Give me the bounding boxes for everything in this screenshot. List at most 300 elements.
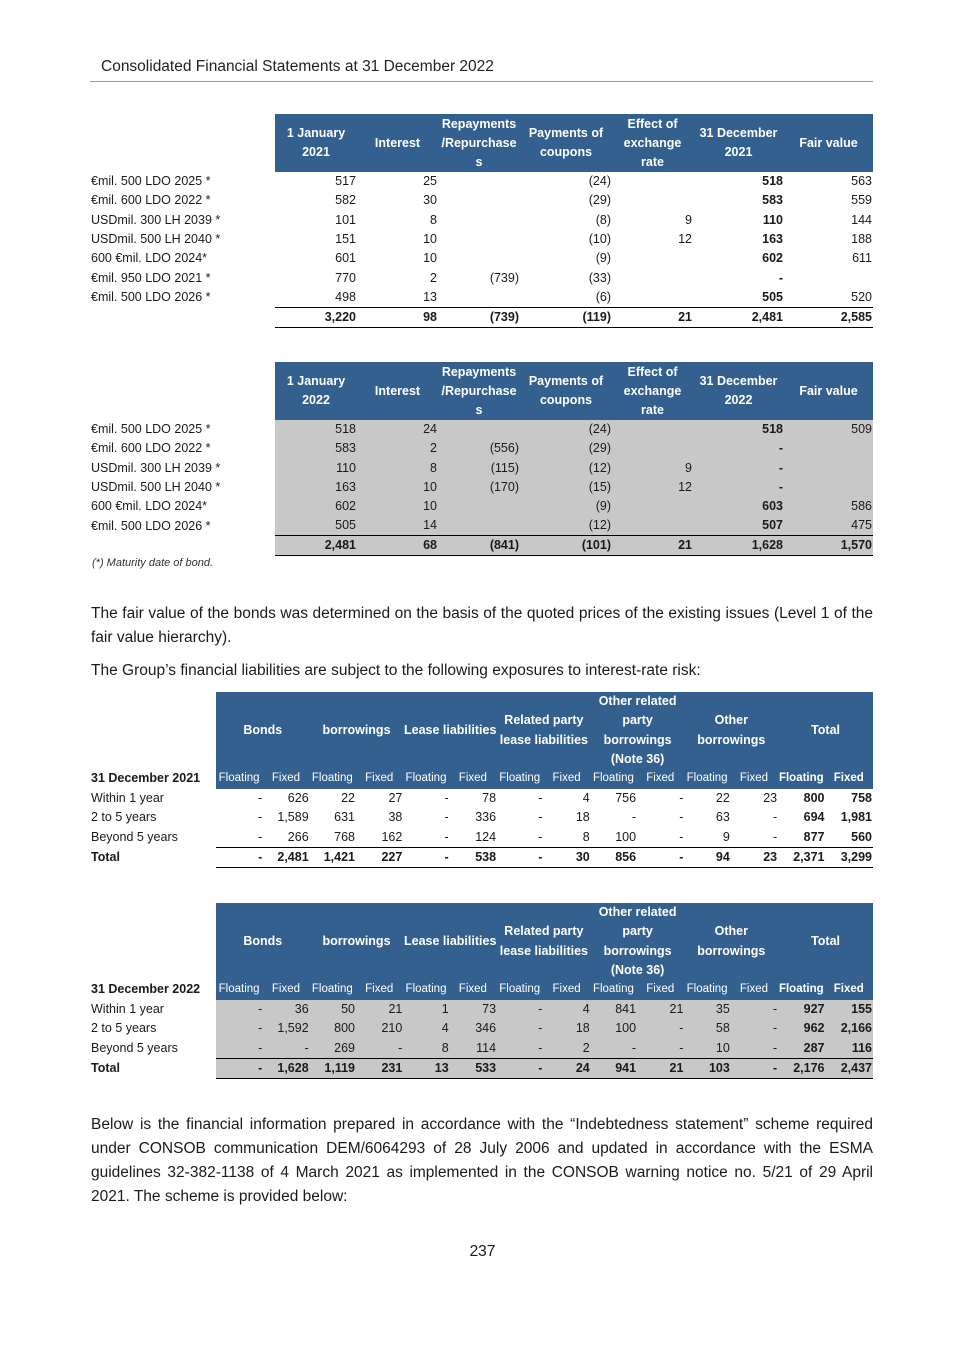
floating-subheader: Floating — [684, 769, 730, 789]
value-cell — [612, 268, 693, 287]
total-value-cell: 227 — [356, 847, 403, 867]
table-row — [90, 268, 873, 287]
value-cell: - — [497, 1039, 543, 1059]
value-cell: 498 — [335, 289, 356, 304]
value-cell: 841 — [591, 1000, 637, 1020]
value-cell: 602 — [275, 497, 357, 516]
col-header: Payments of coupons — [520, 362, 612, 420]
exposure-table-2022 — [90, 903, 873, 1079]
col-header: Interest — [357, 114, 438, 172]
value-cell: 210 — [356, 1019, 403, 1039]
blank-header-cell — [90, 692, 216, 769]
value-cell: - — [497, 1019, 543, 1039]
value-cell: 13 — [423, 289, 437, 304]
value-cell: 78 — [482, 790, 497, 805]
bond-name-cell: 600 €mil. LDO 2024* — [91, 499, 208, 514]
floating-subheader: Floating — [216, 980, 263, 1000]
total-value-cell: 1,628 — [263, 1058, 309, 1078]
value-cell: 583 — [275, 439, 357, 458]
fixed-subheader: Fixed — [637, 980, 684, 1000]
value-cell: - — [731, 1000, 778, 1020]
value-cell — [612, 249, 693, 268]
value-cell: 603 — [693, 497, 784, 516]
value-cell: 4 — [403, 1019, 449, 1039]
table-row — [90, 789, 873, 809]
value-cell — [784, 478, 873, 497]
group-header: Related party lease liabilities — [497, 692, 591, 769]
value-cell: 517 — [335, 174, 356, 189]
total-value-cell: 3,299 — [825, 847, 873, 867]
total-value-cell: 231 — [356, 1058, 403, 1078]
fixed-subheader: Fixed — [731, 769, 778, 789]
exposure-table-2021 — [90, 692, 873, 868]
total-value-cell: - — [216, 1058, 263, 1078]
value-cell: - — [679, 829, 684, 844]
value-cell: 8 — [430, 212, 437, 227]
bond-name-cell: USDmil. 300 LH 2039 * — [91, 212, 221, 227]
col-header: 1 January 2022 — [275, 362, 357, 420]
exposure-table-2022-body — [90, 980, 873, 1078]
footnote: (*) Maturity date of bond. — [92, 557, 214, 569]
value-cell — [784, 268, 873, 287]
total-value-cell: 1,570 — [784, 536, 873, 556]
value-cell: 518 — [762, 174, 783, 189]
table-row — [90, 1019, 873, 1039]
value-cell: 36 — [263, 1000, 309, 1020]
subheader-row — [90, 769, 873, 789]
page-number: 237 — [469, 1243, 496, 1260]
total-value-cell: 2,481 — [275, 536, 357, 556]
total-value-cell: (841) — [438, 536, 520, 556]
value-cell: - — [693, 478, 784, 497]
total-value-cell: 23 — [731, 847, 778, 867]
value-cell: - — [216, 1000, 263, 1020]
table-row — [90, 249, 873, 268]
value-cell: - — [693, 439, 784, 458]
col-header: Repayments /Repurchase s — [438, 362, 520, 420]
bond-name-cell: €mil. 600 LDO 2022 * — [91, 441, 211, 456]
total-value-cell: 21 — [612, 536, 693, 556]
value-cell: (6) — [595, 289, 611, 304]
group-header: Total — [778, 692, 873, 769]
maturity-label-cell: Beyond 5 years — [91, 1040, 178, 1055]
value-cell: (12) — [520, 516, 612, 536]
total-value-cell: 941 — [591, 1058, 637, 1078]
floating-subheader: Floating — [310, 980, 356, 1000]
group-header: borrowings — [310, 903, 404, 980]
value-cell: 2 — [543, 1039, 590, 1059]
value-cell: 518 — [693, 420, 784, 439]
value-cell: - — [216, 1039, 263, 1059]
value-cell: - — [497, 1000, 543, 1020]
total-value-cell: 2,481 — [263, 847, 309, 867]
value-cell: 24 — [357, 420, 438, 439]
fixed-subheader: Fixed — [356, 769, 403, 789]
value-cell: 1,589 — [277, 810, 309, 825]
value-cell: (29) — [588, 193, 611, 208]
value-cell: 58 — [684, 1019, 730, 1039]
value-cell — [784, 459, 873, 478]
total-row — [90, 1058, 873, 1078]
value-cell: (24) — [520, 420, 612, 439]
value-cell: 507 — [693, 516, 784, 536]
bond-name-cell: €mil. 500 LDO 2025 * — [91, 174, 211, 189]
floating-subheader: Floating — [778, 769, 825, 789]
value-cell: 518 — [275, 420, 357, 439]
value-cell: (9) — [520, 497, 612, 516]
value-cell: 21 — [637, 1000, 684, 1020]
floating-subheader: Floating — [310, 769, 356, 789]
value-cell: 2 — [357, 439, 438, 458]
total-value-cell: 2,585 — [784, 307, 873, 327]
value-cell: (8) — [595, 212, 611, 227]
floating-subheader: Floating — [591, 980, 637, 1000]
floating-subheader: Floating — [403, 980, 449, 1000]
paragraph-fair-value: The fair value of the bonds was determined on the basis of the quoted prices of the existing issues (Level 1 of the fair value hierarchy). — [91, 605, 873, 646]
total-value-cell: - — [497, 847, 543, 867]
group-header: Other borrowings — [684, 903, 778, 980]
value-cell: 9 — [722, 829, 730, 844]
value-cell — [612, 288, 693, 308]
total-value-cell: 1,421 — [310, 847, 356, 867]
table-row — [90, 172, 873, 191]
value-cell: 770 — [335, 270, 356, 285]
value-cell: - — [216, 1019, 263, 1039]
value-cell: - — [731, 1019, 778, 1039]
col-header: 1 January 2021 — [275, 114, 357, 172]
table-row — [90, 808, 873, 828]
value-cell: 694 — [803, 810, 825, 825]
value-cell — [438, 497, 520, 516]
col-header: Fair value — [784, 114, 873, 172]
value-cell — [438, 516, 520, 536]
value-cell: - — [258, 829, 263, 844]
value-cell: 336 — [475, 810, 497, 825]
bonds-table-2021 — [90, 114, 873, 328]
value-cell: 73 — [450, 1000, 497, 1020]
col-header: Payments of coupons — [520, 114, 612, 172]
fixed-subheader: Fixed — [450, 769, 497, 789]
bonds-table-2022 — [90, 362, 873, 556]
value-cell: 927 — [778, 1000, 825, 1020]
bond-name-cell: €mil. 950 LDO 2021 * — [91, 270, 211, 285]
value-cell: 9 — [612, 459, 693, 478]
value-cell: 27 — [388, 790, 403, 805]
value-cell: - — [731, 1039, 778, 1059]
total-value-cell: 2,176 — [778, 1058, 825, 1078]
total-value-cell: 533 — [450, 1058, 497, 1078]
value-cell: 12 — [678, 232, 692, 247]
total-value-cell: 2,371 — [778, 847, 825, 867]
value-cell: 21 — [356, 1000, 403, 1020]
col-header: Interest — [357, 362, 438, 420]
blank-header-cell — [90, 903, 216, 980]
value-cell: 30 — [423, 193, 437, 208]
total-value-cell: 103 — [684, 1058, 730, 1078]
floating-subheader: Floating — [778, 980, 825, 1000]
group-header: Bonds — [216, 903, 310, 980]
total-value-cell: 24 — [543, 1058, 590, 1078]
value-cell: 1,981 — [840, 810, 872, 825]
group-header: Other related party borrowings (Note 36) — [591, 692, 685, 769]
bond-name-cell: €mil. 500 LDO 2026 * — [91, 290, 211, 305]
value-cell: 10 — [357, 478, 438, 497]
value-cell: 520 — [851, 289, 872, 304]
maturity-label-cell: Beyond 5 years — [91, 829, 178, 844]
paragraph-indebtedness: Below is the financial information prepared in accordance with the “Indebtedness statement” scheme required under CONSOB communication DEM/6064293 of 28 July 2006 and updated in accordance with the ESMA guidelines 32-382-1138 of 4 March 2021 as implemented in the CONSOB warning notice no. 5/21 of 29 April 2021. The scheme is provided below: — [91, 1116, 873, 1205]
table-row — [90, 1039, 873, 1059]
date-label: 31 December 2022 — [91, 982, 201, 997]
value-cell: 266 — [287, 829, 309, 844]
value-cell: 586 — [784, 497, 873, 516]
floating-subheader: Floating — [591, 769, 637, 789]
value-cell: 601 — [335, 251, 356, 266]
fixed-subheader: Fixed — [543, 980, 590, 1000]
value-cell: 583 — [762, 193, 783, 208]
value-cell: 800 — [803, 790, 825, 805]
value-cell — [612, 172, 693, 191]
value-cell: 560 — [851, 829, 872, 844]
value-cell — [438, 288, 520, 308]
value-cell: 9 — [685, 212, 692, 227]
value-cell: (29) — [520, 439, 612, 458]
group-header: Total — [778, 903, 873, 980]
table-row — [90, 478, 873, 497]
total-value-cell: (739) — [438, 307, 520, 327]
value-cell: 611 — [852, 251, 872, 266]
value-cell: 114 — [450, 1039, 497, 1059]
value-cell: - — [258, 790, 263, 805]
total-row — [90, 536, 873, 556]
value-cell: 800 — [310, 1019, 356, 1039]
fixed-subheader: Fixed — [263, 980, 309, 1000]
value-cell: 269 — [310, 1039, 356, 1059]
value-cell — [438, 249, 520, 268]
value-cell: 162 — [381, 829, 403, 844]
total-value-cell: 2,481 — [693, 307, 784, 327]
value-cell: 1,592 — [263, 1019, 309, 1039]
value-cell: - — [637, 1039, 684, 1059]
maturity-label-cell: 2 to 5 years — [91, 1021, 157, 1036]
value-cell: 100 — [591, 1019, 637, 1039]
floating-subheader: Floating — [216, 769, 263, 789]
value-cell — [438, 230, 520, 249]
value-cell — [612, 439, 693, 458]
value-cell: (170) — [438, 478, 520, 497]
value-cell: 163 — [275, 478, 357, 497]
value-cell — [784, 439, 873, 458]
floating-subheader: Floating — [684, 980, 730, 1000]
value-cell: 100 — [615, 829, 637, 844]
col-header: Effect of exchange rate — [612, 114, 693, 172]
group-header: Bonds — [216, 692, 310, 769]
floating-subheader: Floating — [497, 769, 543, 789]
maturity-label-cell: Within 1 year — [91, 790, 164, 805]
value-cell: - — [778, 270, 783, 285]
paragraph-exposure-intro: The Group’s financial liabilities are subject to the following exposures to interest-rate risk: — [91, 662, 701, 679]
value-cell: - — [772, 810, 778, 825]
value-cell: 631 — [334, 810, 355, 825]
value-cell: 582 — [335, 193, 356, 208]
total-value-cell: 1,628 — [693, 536, 784, 556]
value-cell: 10 — [423, 232, 437, 247]
value-cell: - — [693, 459, 784, 478]
value-cell: - — [444, 829, 449, 844]
col-header: Fair value — [784, 362, 873, 420]
value-cell: 12 — [612, 478, 693, 497]
value-cell: - — [591, 1039, 637, 1059]
value-cell: 35 — [684, 1000, 730, 1020]
total-label-cell — [90, 307, 275, 327]
fixed-subheader: Fixed — [637, 769, 684, 789]
value-cell: - — [263, 1039, 309, 1059]
value-cell: (556) — [438, 439, 520, 458]
total-label-cell: Total — [91, 849, 120, 864]
bonds-table-2022-body — [90, 420, 873, 556]
table-row — [90, 211, 873, 230]
total-row — [90, 847, 873, 867]
value-cell: 25 — [423, 174, 437, 189]
fixed-subheader: Fixed — [543, 769, 590, 789]
table-row — [90, 1000, 873, 1020]
table-row — [90, 288, 873, 308]
value-cell: (33) — [588, 270, 611, 285]
value-cell: 626 — [287, 790, 309, 805]
total-value-cell: 1,119 — [310, 1058, 356, 1078]
value-cell: - — [772, 829, 778, 844]
value-cell: 505 — [762, 289, 783, 304]
value-cell: - — [444, 790, 449, 805]
value-cell: - — [679, 810, 684, 825]
group-header: borrowings — [310, 692, 404, 769]
table-row — [90, 516, 873, 536]
value-cell: 116 — [825, 1039, 873, 1059]
value-cell — [438, 172, 520, 191]
total-value-cell: - — [497, 1058, 543, 1078]
bond-name-cell: USDmil. 300 LH 2039 * — [91, 460, 221, 475]
value-cell: 144 — [851, 212, 872, 227]
value-cell: 559 — [851, 193, 872, 208]
col-header: Repayments /Repurchase s — [438, 114, 520, 172]
value-cell: 38 — [388, 810, 403, 825]
fixed-subheader: Fixed — [825, 769, 873, 789]
group-header: Lease liabilities — [403, 903, 497, 980]
value-cell: 50 — [310, 1000, 356, 1020]
value-cell: (12) — [520, 459, 612, 478]
total-value-cell: 30 — [543, 847, 590, 867]
bond-name-cell: €mil. 500 LDO 2026 * — [91, 518, 211, 533]
value-cell: 505 — [275, 516, 357, 536]
bond-name-cell: 600 €mil. LDO 2024* — [91, 251, 208, 266]
table-row — [90, 439, 873, 458]
blank-header-cell — [90, 362, 275, 420]
value-cell: 2,166 — [825, 1019, 873, 1039]
value-cell: 22 — [715, 790, 730, 805]
total-value-cell: 2,437 — [825, 1058, 873, 1078]
fixed-subheader: Fixed — [263, 769, 309, 789]
maturity-label-cell: Within 1 year — [91, 1001, 164, 1016]
value-cell: - — [538, 790, 543, 805]
total-value-cell: 856 — [591, 847, 637, 867]
value-cell: 768 — [334, 829, 355, 844]
value-cell: 602 — [762, 251, 783, 266]
value-cell: - — [444, 810, 449, 825]
value-cell: 8 — [357, 459, 438, 478]
value-cell: 23 — [763, 790, 778, 805]
date-label: 31 December 2021 — [91, 771, 201, 786]
value-cell: - — [637, 1019, 684, 1039]
value-cell: 188 — [851, 232, 872, 247]
col-header: 31 December 2022 — [693, 362, 784, 420]
value-cell: - — [356, 1039, 403, 1059]
floating-subheader: Floating — [403, 769, 449, 789]
blank-header-cell — [90, 114, 275, 172]
value-cell: 758 — [851, 790, 872, 805]
value-cell: 110 — [762, 212, 783, 227]
total-label-cell: Total — [91, 1060, 120, 1075]
value-cell: (10) — [588, 232, 611, 247]
group-header: Related party lease liabilities — [497, 903, 591, 980]
col-header: Effect of exchange rate — [612, 362, 693, 420]
total-value-cell: - — [216, 847, 263, 867]
fixed-subheader: Fixed — [356, 980, 403, 1000]
value-cell: 63 — [715, 810, 730, 825]
total-value-cell: 21 — [637, 1058, 684, 1078]
value-cell: 8 — [403, 1039, 449, 1059]
fixed-subheader: Fixed — [731, 980, 778, 1000]
value-cell: 163 — [762, 232, 783, 247]
value-cell: - — [631, 810, 637, 825]
bond-name-cell: €mil. 600 LDO 2022 * — [91, 193, 211, 208]
total-value-cell: 94 — [684, 847, 730, 867]
value-cell: (15) — [520, 478, 612, 497]
value-cell — [612, 191, 693, 210]
value-cell: 2 — [430, 270, 437, 285]
exposure-table-2021-body — [90, 769, 873, 867]
value-cell: (115) — [438, 459, 520, 478]
bond-name-cell: USDmil. 500 LH 2040 * — [91, 232, 221, 247]
total-label-cell — [90, 536, 275, 556]
group-header: Lease liabilities — [403, 692, 497, 769]
value-cell: - — [258, 810, 263, 825]
value-cell: 475 — [784, 516, 873, 536]
total-value-cell: - — [731, 1058, 778, 1078]
value-cell: 10 — [684, 1039, 730, 1059]
table-row — [90, 420, 873, 439]
total-value-cell: (101) — [520, 536, 612, 556]
value-cell: 756 — [615, 790, 637, 805]
total-value-cell: (119) — [520, 307, 612, 327]
value-cell — [612, 420, 693, 439]
floating-subheader: Floating — [497, 980, 543, 1000]
group-header: Other borrowings — [684, 692, 778, 769]
value-cell: 10 — [423, 251, 437, 266]
value-cell: 877 — [803, 829, 825, 844]
total-value-cell: 538 — [450, 847, 497, 867]
value-cell: 155 — [825, 1000, 873, 1020]
bond-name-cell: €mil. 500 LDO 2025 * — [91, 422, 211, 437]
value-cell: 962 — [778, 1019, 825, 1039]
value-cell: 18 — [543, 1019, 590, 1039]
group-header: Other related party borrowings (Note 36) — [591, 903, 685, 980]
value-cell: 4 — [543, 1000, 590, 1020]
value-cell: 346 — [450, 1019, 497, 1039]
value-cell: 151 — [335, 232, 356, 247]
value-cell: 110 — [275, 459, 357, 478]
value-cell: (9) — [595, 251, 611, 266]
header-divider — [90, 81, 873, 82]
maturity-label-cell: 2 to 5 years — [91, 810, 157, 825]
